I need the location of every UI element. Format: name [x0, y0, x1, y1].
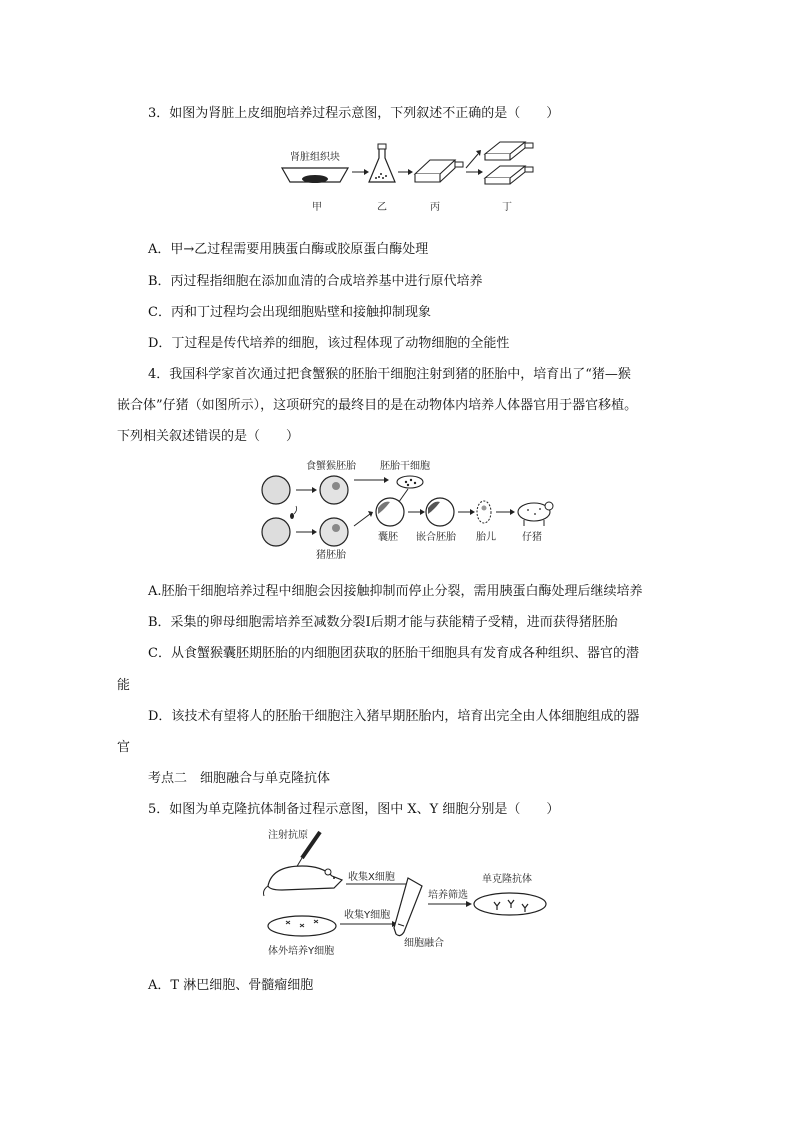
- pig-egg: [262, 518, 290, 546]
- label-ding: 丁: [502, 202, 512, 213]
- chimera-embryo: [426, 498, 454, 526]
- arrow-icon: [340, 921, 398, 927]
- q5-stem: 5．如图为单克隆抗体制备过程示意图，图中 X、Y 细胞分别是（ ）: [148, 802, 560, 817]
- monkey-egg: [262, 476, 290, 504]
- blastocyst-label: 囊胚: [378, 532, 398, 543]
- mab-label: 单克隆抗体: [482, 874, 532, 885]
- arrow-icon: [354, 477, 389, 483]
- monkey-embryo: [320, 476, 348, 504]
- q5-option-a: A．T 淋巴细胞、骨髓瘤细胞: [148, 978, 314, 993]
- arrow-icon: [496, 509, 515, 515]
- chimera-embryo-label: 嵌合胚胎: [416, 532, 456, 543]
- section-title: 考点二 细胞融合与单克隆抗体: [148, 771, 331, 786]
- culture-bottle: [415, 160, 463, 182]
- arrow-icon: [408, 509, 425, 515]
- final-dish: [474, 893, 546, 915]
- q4-stem-line3: 下列相关叙述错误的是（ ）: [117, 429, 300, 444]
- q4-option-d-line2: 官: [117, 740, 131, 755]
- screen-label: 培养筛选: [428, 890, 468, 901]
- pig-embryo-label: 猪胚胎: [316, 550, 346, 561]
- arrow-icon: [352, 169, 369, 175]
- blastocyst: [376, 498, 404, 526]
- q3-option-d: D．丁过程是传代培养的细胞，该过程体现了动物细胞的全能性: [148, 336, 510, 351]
- q4-option-a: A.胚胎干细胞培养过程中细胞会因接触抑制而停止分裂，需用胰蛋白酶处理后继续培养: [148, 584, 643, 599]
- q3-option-a: A．甲→乙过程需要用胰蛋白酶或胶原蛋白酶处理: [148, 242, 429, 257]
- pig-embryo: [320, 518, 348, 546]
- fusion-label: 细胞融合: [404, 938, 444, 949]
- collect-x-label: 收集X细胞: [348, 872, 395, 883]
- branch-arrows: [466, 150, 483, 175]
- fetus-label: 胎儿: [476, 532, 496, 543]
- stem-cell-dish: [397, 476, 423, 488]
- q3-option-b: B．丙过程指细胞在添加血清的合成培养基中进行原代培养: [148, 274, 483, 289]
- collect-y-label: 收集Y细胞: [344, 910, 391, 921]
- q3-figure: [280, 138, 550, 218]
- arrow-icon: [428, 901, 472, 907]
- q4-stem-line2: 嵌合体”仔猪（如图所示），这项研究的最终目的是在动物体内培养人体器官用于器官移植。: [117, 398, 638, 413]
- q5-figure: [262, 828, 562, 958]
- q4-option-c-line2: 能: [117, 678, 131, 693]
- arrow-icon: [458, 509, 475, 515]
- q4-option-c-line1: C．从食蟹猴囊胚期胚胎的内细胞团获取的胚胎干细胞具有发育成各种组织、器官的潜: [148, 646, 639, 661]
- culture-dish-y: [268, 916, 336, 936]
- label-jia: 甲: [312, 202, 322, 213]
- q4-option-b: B．采集的卵母细胞需培养至减数分裂Ⅰ后期才能与获能精子受精，进而获得猪胚胎: [148, 615, 618, 630]
- piglet-label: 仔猪: [522, 532, 542, 543]
- petri-dish-tissue: [282, 150, 348, 183]
- q4-stem-line1: 4．我国科学家首次通过把食蟹猴的胚胎干细胞注射到猪的胚胎中，培育出了“猪—猴: [148, 367, 631, 382]
- sperm-icon: [290, 506, 297, 519]
- test-tube: [394, 878, 422, 936]
- piglet: [518, 502, 553, 526]
- q4-figure: [256, 456, 556, 564]
- tissue-label: 肾脏组织块: [290, 152, 340, 163]
- culture-y-label: 体外培养Y细胞: [268, 946, 335, 957]
- arrow-icon: [296, 487, 317, 493]
- q3-stem: 3．如图为肾脏上皮细胞培养过程示意图，下列叙述不正确的是（ ）: [148, 106, 560, 121]
- inject-label: 注射抗原: [268, 830, 308, 841]
- q4-option-d-line1: D．该技术有望将人的胚胎干细胞注入猪早期胚胎内，培育出完全由人体细胞组成的器: [148, 709, 640, 724]
- flask: [369, 144, 395, 182]
- arrow-icon: [296, 529, 317, 535]
- label-yi: 乙: [377, 202, 387, 213]
- mouse: [264, 866, 343, 896]
- q3-option-c: C．丙和丁过程均会出现细胞贴壁和接触抑制现象: [148, 305, 431, 320]
- arrow-icon: [398, 169, 413, 175]
- label-bing: 丙: [430, 202, 440, 213]
- monkey-embryo-label: 食蟹猴胚胎: [306, 461, 356, 472]
- stem-cell-label: 胚胎干细胞: [380, 461, 430, 472]
- fetus: [477, 501, 491, 523]
- arrow-icon: [354, 511, 373, 526]
- culture-bottle-lower: [485, 166, 533, 184]
- culture-bottle-upper: [485, 142, 533, 160]
